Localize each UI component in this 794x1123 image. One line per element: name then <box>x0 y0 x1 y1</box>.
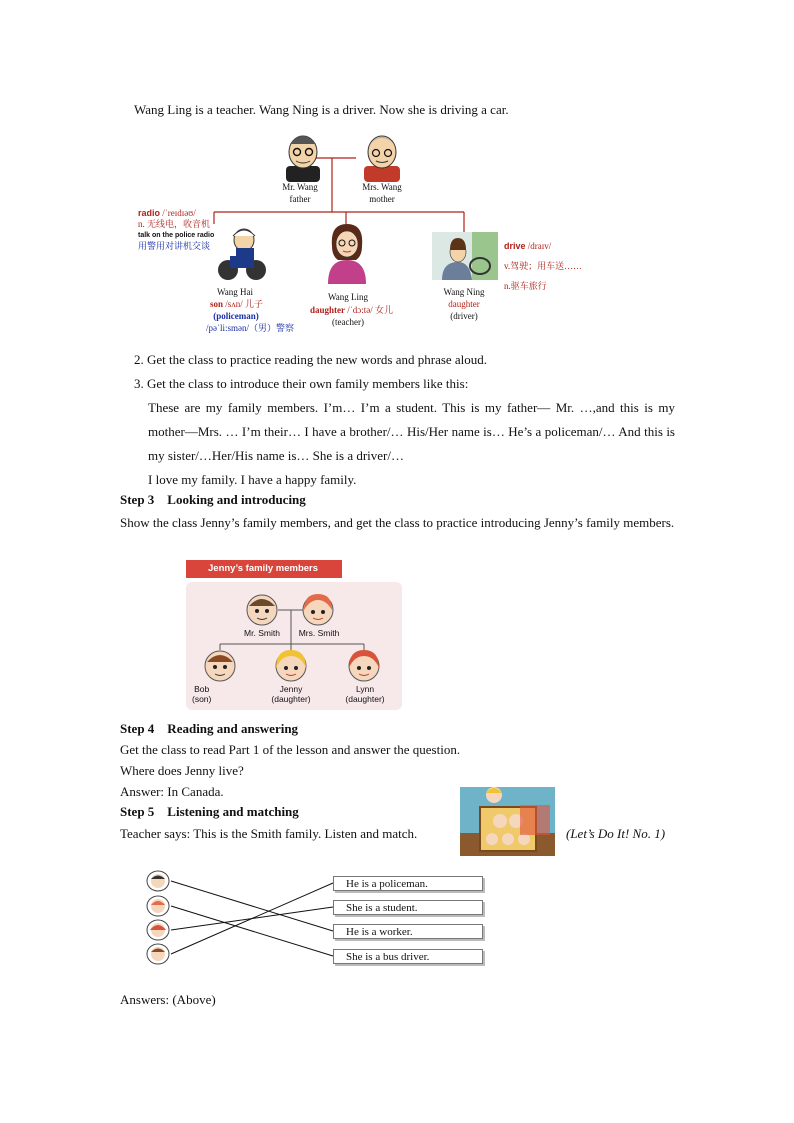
lynn-icon <box>348 650 380 682</box>
bob-name-text: Bob <box>194 684 210 694</box>
match-option-3: He is a worker. <box>333 924 483 939</box>
bob-name <box>192 684 211 704</box>
step4-answer: Answer: In Canada. <box>120 784 224 799</box>
jenny-icon <box>275 650 307 682</box>
step4-heading: Step 4 Reading and answering <box>120 721 299 736</box>
drive-ipa: /draɪv/ <box>527 241 552 251</box>
match-option-4: She is a bus driver. <box>333 949 483 964</box>
mrs-smith-icon <box>302 594 334 626</box>
example-paragraph: These are my family members. I’m… I’m a student. This is my father— Mr. …,and this is my mother—Mrs. … I’m their… I have a brother/… His/Her name is… He’s a policeman/… And this is my sister/…Her/His name is… She is a driver/… <box>148 400 675 463</box>
mr-smith-icon <box>246 594 278 626</box>
match-line-2 <box>171 906 333 956</box>
bob-role-text: (son) <box>192 694 212 704</box>
intro-line: Wang Ling is a teacher. Wang Ning is a driver. Now she is driving a car. <box>134 102 509 117</box>
jenny-family-figure <box>184 558 404 712</box>
teacher-woman-icon <box>324 220 370 284</box>
drive-vocab <box>504 236 582 296</box>
driver-woman-icon <box>432 232 498 280</box>
list-item-2: 2. Get the class to practice reading the new words and phrase aloud. <box>134 352 488 367</box>
jenny-banner: Jenny’s family members <box>186 560 342 578</box>
match-line-4 <box>171 883 333 954</box>
mr-smith-label: Mr. Smith <box>244 628 280 638</box>
daughter1-job: (teacher) <box>332 317 364 327</box>
drive-cn-v: v.驾驶；用车送…… <box>504 261 583 271</box>
son-ipa: /sʌn/ <box>225 299 243 309</box>
list-item-3: 3. Get the class to introduce their own family members like this: <box>134 376 469 391</box>
father-role: father <box>289 194 311 204</box>
lynn-name <box>334 684 396 704</box>
lynn-role-text: (daughter) <box>345 694 385 704</box>
match-option-1: He is a policeman. <box>333 876 483 891</box>
son-cn: 儿子 <box>245 299 264 309</box>
daughter-ipa: /ˈdɔ:tə/ <box>347 305 373 315</box>
step3-body: Show the class Jenny’s family members, and get the class to practice introducing Jenny’s family members. <box>120 515 675 530</box>
wang-family-tree <box>134 124 583 336</box>
daughter2-name: Wang Ning <box>443 287 485 297</box>
step3-heading: Step 3 Looking and introducing <box>120 492 306 507</box>
policeman-ipa: /pəˈli:smən/ <box>206 323 249 333</box>
match-face-2-icon <box>146 895 170 917</box>
daughter2-role: daughter <box>448 299 480 309</box>
radio-ipa: /ˈreɪdɪəʊ/ <box>162 208 196 218</box>
mrs-smith-label: Mrs. Smith <box>298 628 340 638</box>
drive-word: drive <box>504 241 526 251</box>
radio-phrase-cn: 用警用对讲机交谈 <box>138 241 211 251</box>
grandmother-icon <box>360 130 404 182</box>
smith-family-picture <box>460 787 555 856</box>
son-word: son <box>210 299 224 309</box>
daughter-word: daughter <box>310 305 346 315</box>
drive-cn-n: n.驱车旅行 <box>504 281 547 291</box>
jenny-name <box>260 684 322 704</box>
jenny-role-text: (daughter) <box>271 694 311 704</box>
step5-heading: Step 5 Listening and matching <box>120 804 299 819</box>
radio-word: radio <box>138 208 161 218</box>
daughter-cn: 女儿 <box>375 305 394 315</box>
jenny-name-text: Jenny <box>279 684 303 694</box>
bob-icon <box>204 650 236 682</box>
mother-name: Mrs. Wang <box>362 182 402 192</box>
step5-teacher-says: Teacher says: This is the Smith family. Listen and match. <box>120 826 418 841</box>
policeman-motorcycle-icon <box>216 224 266 282</box>
step4-question: Where does Jenny live? <box>120 763 244 778</box>
match-face-3-icon <box>146 919 170 941</box>
daughter1-name: Wang Ling <box>327 292 369 302</box>
radio-phrase: talk on the police radio <box>138 232 215 239</box>
match-option-2: She is a student. <box>333 900 483 915</box>
policeman-vocab <box>206 323 294 334</box>
answers-line: Answers: (Above) <box>120 992 216 1007</box>
policeman-cn: （男）警察 <box>249 323 295 333</box>
daughter-vocab <box>310 305 393 316</box>
father-name: Mr. Wang <box>282 182 318 192</box>
son-vocab <box>210 299 263 310</box>
grandfather-icon <box>282 130 324 182</box>
match-face-1-icon <box>146 870 170 892</box>
step4-line1: Get the class to read Part 1 of the lesson and answer the question. <box>120 742 461 757</box>
step5-reference: (Let’s Do It! No. 1) <box>566 826 666 841</box>
match-line-1 <box>171 881 333 931</box>
mother-role: mother <box>369 194 395 204</box>
match-face-4-icon <box>146 943 170 965</box>
daughter2-job: (driver) <box>450 311 478 321</box>
radio-vocab <box>138 208 214 252</box>
son-name: Wang Hai <box>216 287 253 297</box>
radio-cn: n. 无线电，收音机 <box>138 219 211 229</box>
policeman-word: (policeman) <box>213 311 259 321</box>
closing-line: I love my family. I have a happy family. <box>148 472 357 487</box>
lynn-name-text: Lynn <box>355 684 375 694</box>
